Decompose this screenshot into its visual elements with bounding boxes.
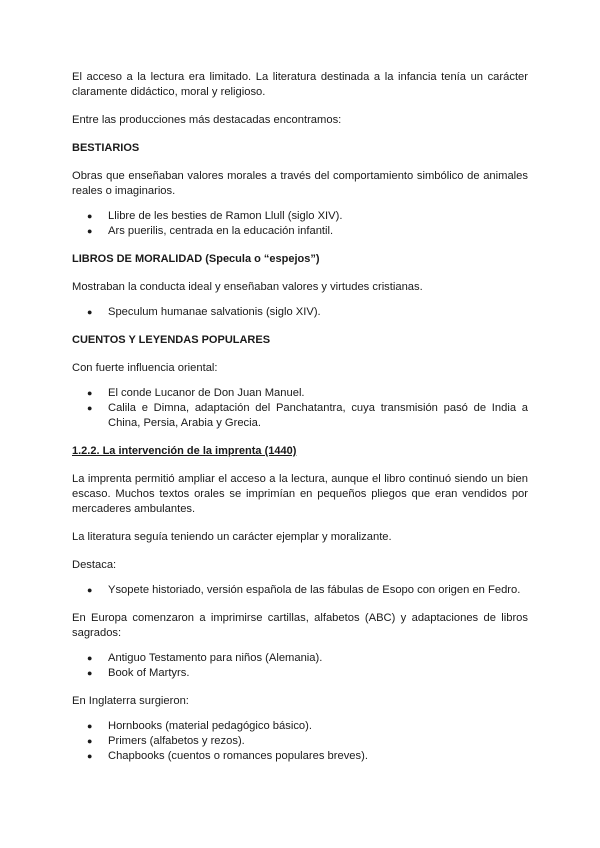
section-heading-moralidad: LIBROS DE MORALIDAD (Specula o “espejos”) bbox=[72, 253, 320, 265]
bullet-icon: ● bbox=[87, 721, 93, 731]
bullet-icon: ● bbox=[87, 653, 93, 663]
intro-paragraph: El acceso a la lectura era limitado. La literatura destinada a la infancia tenía un carácter claramente didáctico, moral y religioso. bbox=[72, 71, 528, 98]
section-heading-imprenta: 1.2.2. La intervención de la imprenta (1440) bbox=[72, 445, 297, 457]
list-item: ● Book of Martyrs. bbox=[87, 667, 190, 679]
moralidad-list bbox=[72, 305, 528, 320]
destaca-list bbox=[72, 583, 528, 598]
list-item: ● Chapbooks (cuentos o romances populares breves). bbox=[87, 750, 368, 762]
europa-list bbox=[72, 651, 528, 681]
list-item: ● Hornbooks (material pedagógico básico). bbox=[87, 720, 312, 732]
bullet-icon: ● bbox=[87, 751, 93, 761]
destaca-label: Destaca: bbox=[72, 559, 117, 571]
imprenta-paragraph-2: La literatura seguía teniendo un carácter ejemplar y moralizante. bbox=[72, 531, 392, 543]
cuentos-list bbox=[72, 386, 528, 431]
inglaterra-list bbox=[72, 719, 528, 764]
list-item: ● Calila e Dimna, adaptación del Panchatantra, cuya transmisión pasó de India a China, Persia, Arabia y Grecia. bbox=[87, 402, 528, 429]
bullet-icon: ● bbox=[87, 736, 93, 746]
section-heading-bestiarios: BESTIARIOS bbox=[72, 142, 140, 154]
list-item: ● El conde Lucanor de Don Juan Manuel. bbox=[87, 387, 305, 399]
bullet-icon: ● bbox=[87, 307, 93, 317]
bullet-icon: ● bbox=[87, 388, 93, 398]
bullet-icon: ● bbox=[87, 668, 93, 678]
inglaterra-paragraph: En Inglaterra surgieron: bbox=[72, 695, 189, 707]
bestiarios-description: Obras que enseñaban valores morales a través del comportamiento simbólico de animales reales o imaginarios. bbox=[72, 170, 528, 197]
list-item: ● Primers (alfabetos y rezos). bbox=[87, 735, 245, 747]
section-heading-cuentos: CUENTOS Y LEYENDAS POPULARES bbox=[72, 334, 271, 346]
europa-paragraph: En Europa comenzaron a imprimirse cartillas, alfabetos (ABC) y adaptaciones de libros sagrados: bbox=[72, 612, 528, 639]
list-item: ● Antiguo Testamento para niños (Alemania). bbox=[87, 652, 323, 664]
list-item: ● Ysopete historiado, versión española de las fábulas de Esopo con origen en Fedro. bbox=[87, 584, 521, 596]
bullet-icon: ● bbox=[87, 403, 93, 413]
bullet-icon: ● bbox=[87, 226, 93, 236]
intro-lead-paragraph: Entre las producciones más destacadas encontramos: bbox=[72, 114, 342, 126]
cuentos-description: Con fuerte influencia oriental: bbox=[72, 362, 218, 374]
bullet-icon: ● bbox=[87, 585, 93, 595]
bestiarios-list bbox=[72, 209, 528, 239]
imprenta-paragraph: La imprenta permitió ampliar el acceso a la lectura, aunque el libro continuó siendo un bien escaso. Muchos textos orales se imprimían en pequeños pliegos que eran vendidos por mercaderes ambulantes. bbox=[72, 473, 528, 515]
moralidad-description: Mostraban la conducta ideal y enseñaban valores y virtudes cristianas. bbox=[72, 281, 423, 293]
list-item: ● Ars puerilis, centrada en la educación infantil. bbox=[87, 225, 334, 237]
bullet-icon: ● bbox=[87, 211, 93, 221]
list-item: ● Speculum humanae salvationis (siglo XIV). bbox=[87, 306, 321, 318]
list-item: ● Llibre de les besties de Ramon Llull (siglo XIV). bbox=[87, 210, 343, 222]
